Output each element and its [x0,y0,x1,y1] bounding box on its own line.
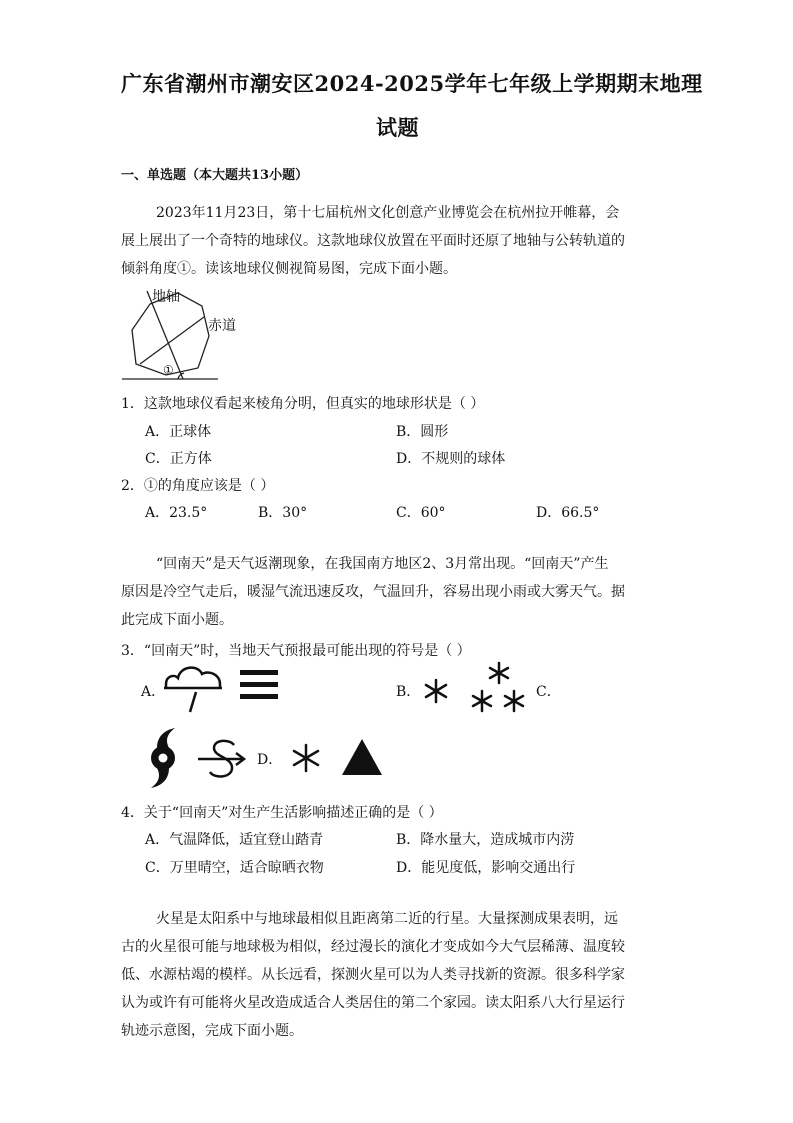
typhoon-icon [143,726,183,790]
q3-option-a-label[interactable]: A． [141,684,166,700]
q4-option-b[interactable]: B．降水量大，造成城市内涝 [396,832,575,848]
q1-option-a[interactable]: A．正球体 [145,424,212,440]
fog-icon [238,668,280,702]
passage3-line: 火星是太阳系中与地球最相似且距离第二近的行星。大量探测成果表明，远 [156,911,618,927]
equator-label: 赤道 [208,318,236,334]
angle-label: ① [163,363,174,377]
section-heading: 一、单选题（本大题共13小题） [121,168,309,183]
q2-option-d[interactable]: D．66.5° [536,505,600,521]
doc-title-line2: 试题 [376,115,419,140]
passage2-line: 原因是冷空气走后，暖湿气流迅速反攻，气温回升，容易出现小雨或大雾天气。据 [121,584,625,600]
q2-option-a[interactable]: A．23.5° [145,505,208,521]
passage3-line: 低、水源枯竭的模样。从长远看，探测火星可以为人类寻找新的资源。很多科学家 [121,967,625,983]
passage2-line: 此完成下面小题。 [121,612,233,628]
passage1-line: 倾斜角度①。读该地球仪侧视简易图，完成下面小题。 [121,261,457,277]
passage2-line: “回南天”是天气返潮现象，在我国南方地区2、3月常出现。“回南天”产生 [156,556,609,572]
globe-side-view-figure [118,284,253,384]
question-4-stem: 4．关于“回南天”对生产生活影响描述正确的是（ ） [121,805,443,821]
snow-icon [422,677,450,705]
q1-option-b[interactable]: B．圆形 [396,424,449,440]
q4-option-d[interactable]: D．能见度低，影响交通出行 [396,860,576,876]
q2-option-c[interactable]: C．60° [396,505,446,521]
passage3-line: 认为或许有可能将火星改造成适合人类居住的第二个家园。读太阳系八大行星运行 [121,995,625,1011]
doc-title-line1: 广东省潮州市潮安区2024-2025学年七年级上学期期末地理 [121,71,703,96]
snowflake-icon [290,742,322,774]
axis-label: 地轴 [152,289,180,305]
question-2-stem: 2．①的角度应该是（ ） [121,478,275,494]
passage1-line: 2023年11月23日，第十七届杭州文化创意产业博览会在杭州拉开帷幕，会 [156,205,620,221]
q3-option-b-label[interactable]: B． [396,684,421,700]
triangle-icon [340,737,384,777]
q2-option-b[interactable]: B．30° [258,505,308,521]
heavy-snow-icon [468,660,530,716]
question-1-stem: 1．这款地球仪看起来棱角分明，但真实的地球形状是（ ） [121,396,485,412]
q4-option-c[interactable]: C．万里晴空，适合晾晒衣物 [145,860,324,876]
q3-option-d-label[interactable]: D． [257,752,283,768]
q1-option-c[interactable]: C．正方体 [145,451,212,467]
equator-line [140,317,204,364]
passage1-line: 展上展出了一个奇特的地球仪。这款地球仪放置在平面时还原了地轴与公转轨道的 [121,233,625,249]
q4-option-a[interactable]: A．气温降低，适宜登山踏青 [145,832,324,848]
passage3-line: 古的火星很可能与地球极为相似，经过漫长的演化才变成如今大气层稀薄、温度较 [121,939,625,955]
question-3-stem: 3．“回南天”时，当地天气预报最可能出现的符号是（ ） [121,643,471,659]
sandstorm-icon [196,737,250,781]
light-rain-icon [162,662,226,714]
passage3-line: 轨迹示意图，完成下面小题。 [121,1023,303,1039]
q3-option-c-label[interactable]: C． [536,684,561,700]
q1-option-d[interactable]: D．不规则的球体 [396,451,506,467]
